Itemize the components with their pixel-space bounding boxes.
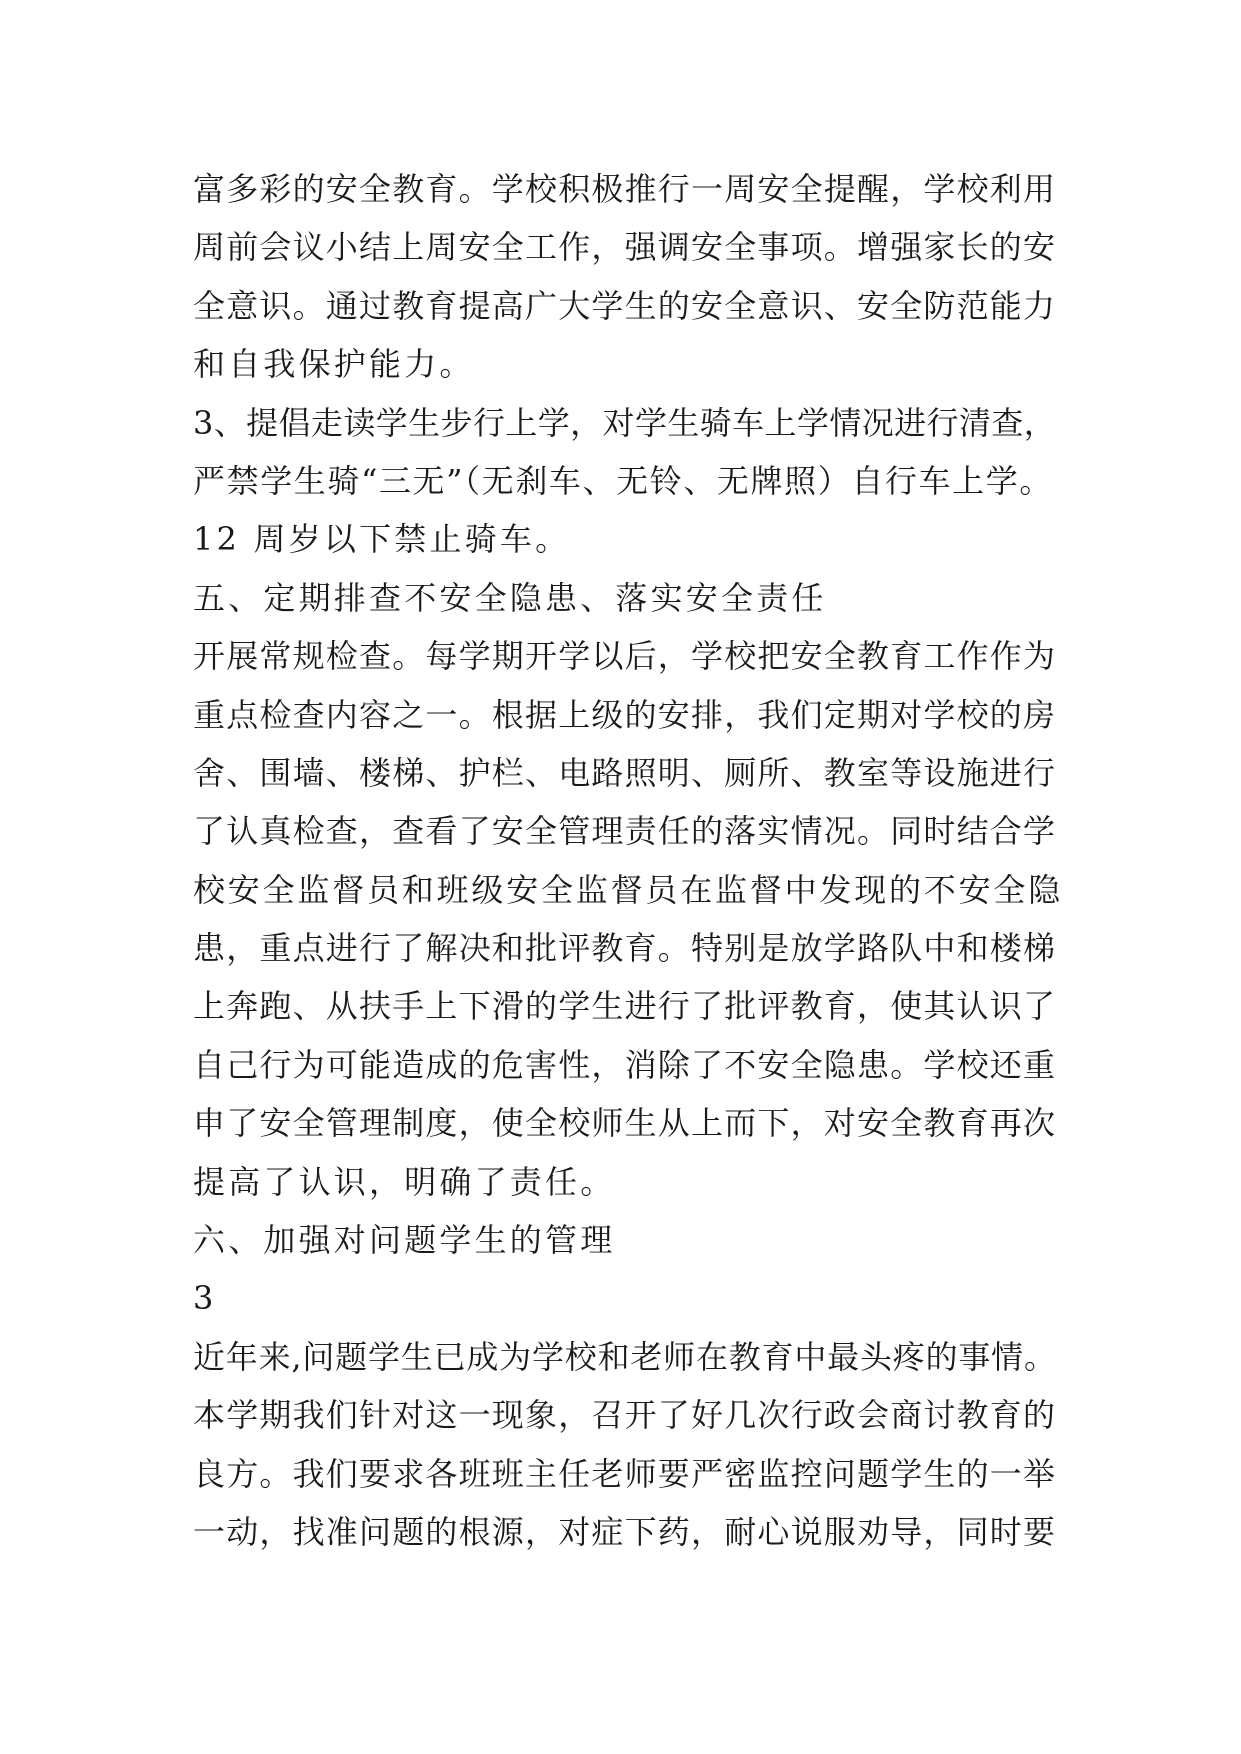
text-line: 3、提倡走读学生步行上学，对学生骑车上学情况进行清查， [193,403,1057,442]
text-line: 和自我保护能力。 [193,345,475,384]
text-line: 自己行为可能造成的危害性，消除了不安全隐患。学校还重 [193,1045,1057,1084]
text-line: 周前会议小结上周安全工作，强调安全事项。增强家长的安 [193,228,1057,267]
text-line: 了认真检查，查看了安全管理责任的落实情况。同时结合学 [193,812,1057,851]
text-line: 良方。我们要求各班班主任老师要严密监控问题学生的一举 [193,1454,1057,1493]
section-heading: 六、加强对问题学生的管理 [193,1221,616,1260]
text-line: 患，重点进行了解决和批评教育。特别是放学路队中和楼梯 [193,929,1057,968]
text-line: 重点检查内容之一。根据上级的安排，我们定期对学校的房 [193,695,1057,734]
text-line: 舍、围墙、楼梯、护栏、电路照明、厕所、教室等设施进行 [193,753,1057,792]
text-line: 提高了认识，明确了责任。 [193,1162,616,1201]
text-line: 富多彩的安全教育。学校积极推行一周安全提醒，学校利用 [193,170,1057,208]
text-line: 严禁学生骑“三无”（无刹车、无铃、无牌照）自行车上学。 [193,461,1053,500]
text-line: 本学期我们针对这一现象，召开了好几次行政会商讨教育的 [193,1396,1057,1435]
page-number: 3 [193,1279,217,1318]
document-body [193,160,1063,1561]
text-line: 全意识。通过教育提高广大学生的安全意识、安全防范能力 [193,286,1057,325]
text-line: 校安全监督员和班级安全监督员在监督中发现的不安全隐 [193,870,1064,909]
text-line: 上奔跑、从扶手上下滑的学生进行了批评教育，使其认识了 [193,987,1057,1026]
text-line: 12 周岁以下禁止骑车。 [193,520,571,559]
section-heading: 五、定期排查不安全隐患、落实安全责任 [193,578,827,617]
text-line: 开展常规检查。每学期开学以后，学校把安全教育工作作为 [193,637,1057,676]
text-line: 一动，找准问题的根源，对症下药，耐心说服劝导，同时要 [193,1512,1057,1551]
text-line: 近年来,问题学生已成为学校和老师在教育中最头疼的事情。 [193,1337,1057,1376]
text-line: 申了安全管理制度，使全校师生从上而下，对安全教育再次 [193,1104,1057,1143]
